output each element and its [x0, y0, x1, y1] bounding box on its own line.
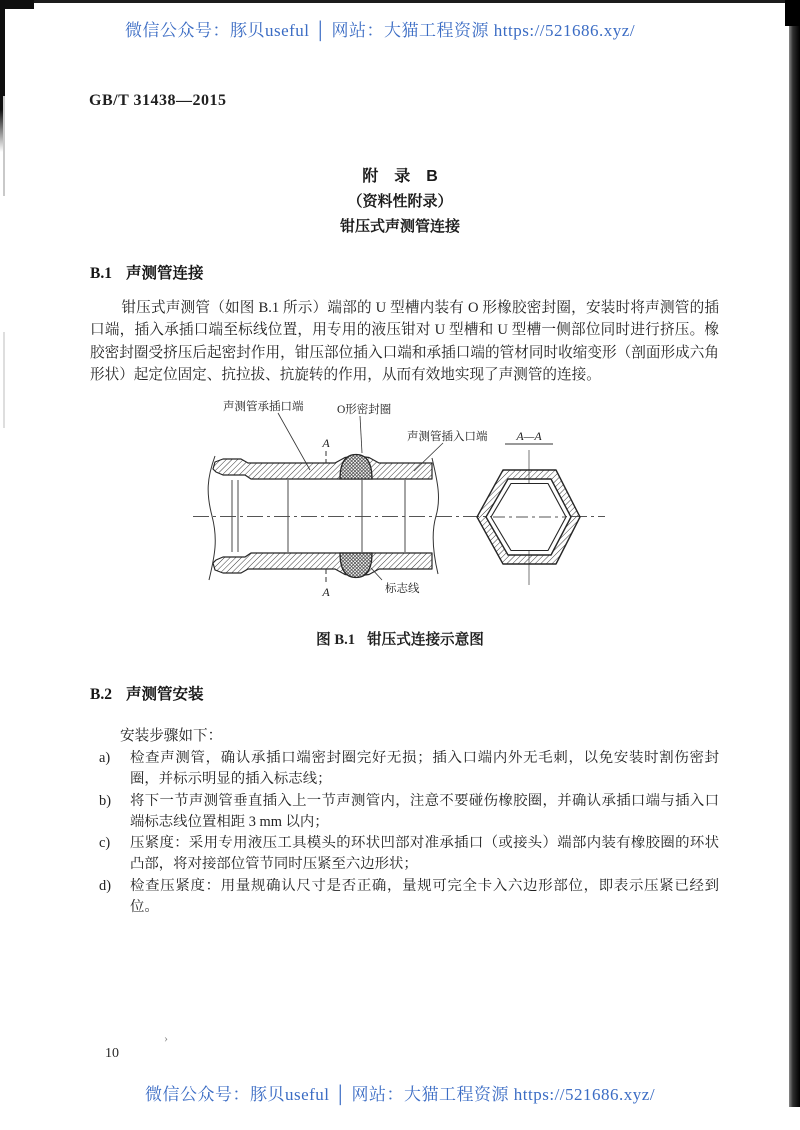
figure-b1-drawing: [185, 393, 615, 619]
pipe-wall-bottom: [213, 553, 432, 576]
label-o-ring: O形密封圈: [337, 404, 392, 416]
section-b1-number: B.1: [90, 265, 112, 282]
installation-step: [99, 833, 719, 876]
step-text: 检查压紧度：用量规确认尺寸是否正确，量规可完全卡入六边形部位，即表示压紧已经到位。: [130, 877, 719, 916]
section-b1-title: 声测管连接: [125, 265, 204, 282]
appendix-subtitle: （资料性附录）: [347, 193, 453, 210]
section-b1-paragraph: 钳压式声测管（如图 B.1 所示）端部的 U 型槽内装有 O 形橡胶密封圈，安装时将声测管的插口端，插入承插口端至标线位置，用专用的液压钳对 U 型槽和 U 型槽一侧部位同时进行挤压。橡胶密封圈受挤压后起密封作用，钳压部位插入口端和承插口端的管材同时收缩变形（剖面形成六角形状）起定位固定、抗拉拔、抗旋转的作用，从而有效地实现了声测管的连接。: [90, 300, 719, 383]
figure-caption-text: 钳压式连接示意图: [367, 632, 484, 648]
appendix-name: 钳压式声测管连接: [339, 218, 460, 235]
step-label: b): [99, 792, 111, 809]
scan-corner-top-left: [0, 0, 34, 9]
standard-number: GB/T 31438—2015: [89, 92, 227, 109]
page-number: 10: [105, 1046, 119, 1061]
scan-edge-top: [0, 0, 800, 3]
figure-b1-caption: [0, 628, 800, 649]
figure-caption-number: 图 B.1: [316, 632, 356, 648]
section-b2-title: 声测管安装: [125, 686, 204, 703]
leader-o-ring: [360, 416, 362, 453]
scan-speck: ›: [164, 1031, 168, 1045]
section-b2-number: B.2: [90, 686, 112, 703]
step-label: d): [99, 877, 111, 894]
label-insert-end: 声测管插入口端: [407, 431, 488, 443]
installation-step: [99, 748, 719, 791]
pipe-wall-top: [213, 456, 432, 479]
installation-step: [99, 791, 719, 834]
pipe-connection-diagram: [185, 393, 615, 619]
step-text: 检查声测管，确认承插口端密封圈完好无损；插入口端内外无毛刺，以免安装时割伤密封圈，并标示明显的插入标志线；: [130, 750, 719, 788]
step-text: 将下一节声测管垂直插入上一节声测管内，注意不要碰伤橡胶圈，并确认承插口端与插入口端标志线位置相距 3 mm 以内；: [130, 792, 719, 830]
section-b2-intro: 安装步骤如下：: [120, 728, 223, 744]
section-view-title: A—A: [516, 429, 542, 443]
section-b2-heading: [90, 682, 203, 704]
installation-step: [99, 876, 719, 919]
section-letter-top: A: [322, 436, 330, 450]
label-mark-line: 标志线: [385, 583, 420, 595]
scan-streak: [3, 332, 5, 428]
installation-steps-list: [99, 748, 719, 918]
header-watermark: 微信公众号：豚贝useful │ 网站：大猫工程资源 https://521686.xyz/: [124, 21, 636, 40]
step-label: c): [99, 835, 111, 852]
footer-watermark: 微信公众号：豚贝useful │ 网站：大猫工程资源 https://521686.xyz/: [144, 1085, 656, 1104]
section-letter-bottom: A: [322, 585, 330, 599]
section-b1-heading: [90, 261, 203, 283]
step-text: 压紧度：采用专用液压工具模头的环状凹部对准承插口（或接头）端部内装有橡胶圈的环状凸部，将对接部位管节同时压紧至六边形状；: [130, 835, 719, 873]
break-line-right: [432, 458, 439, 574]
leader-socket-end: [278, 413, 310, 470]
appendix-title: 附 录 B: [362, 168, 438, 185]
label-socket-end: 声测管承插口端: [223, 401, 304, 413]
step-label: a): [99, 750, 111, 766]
